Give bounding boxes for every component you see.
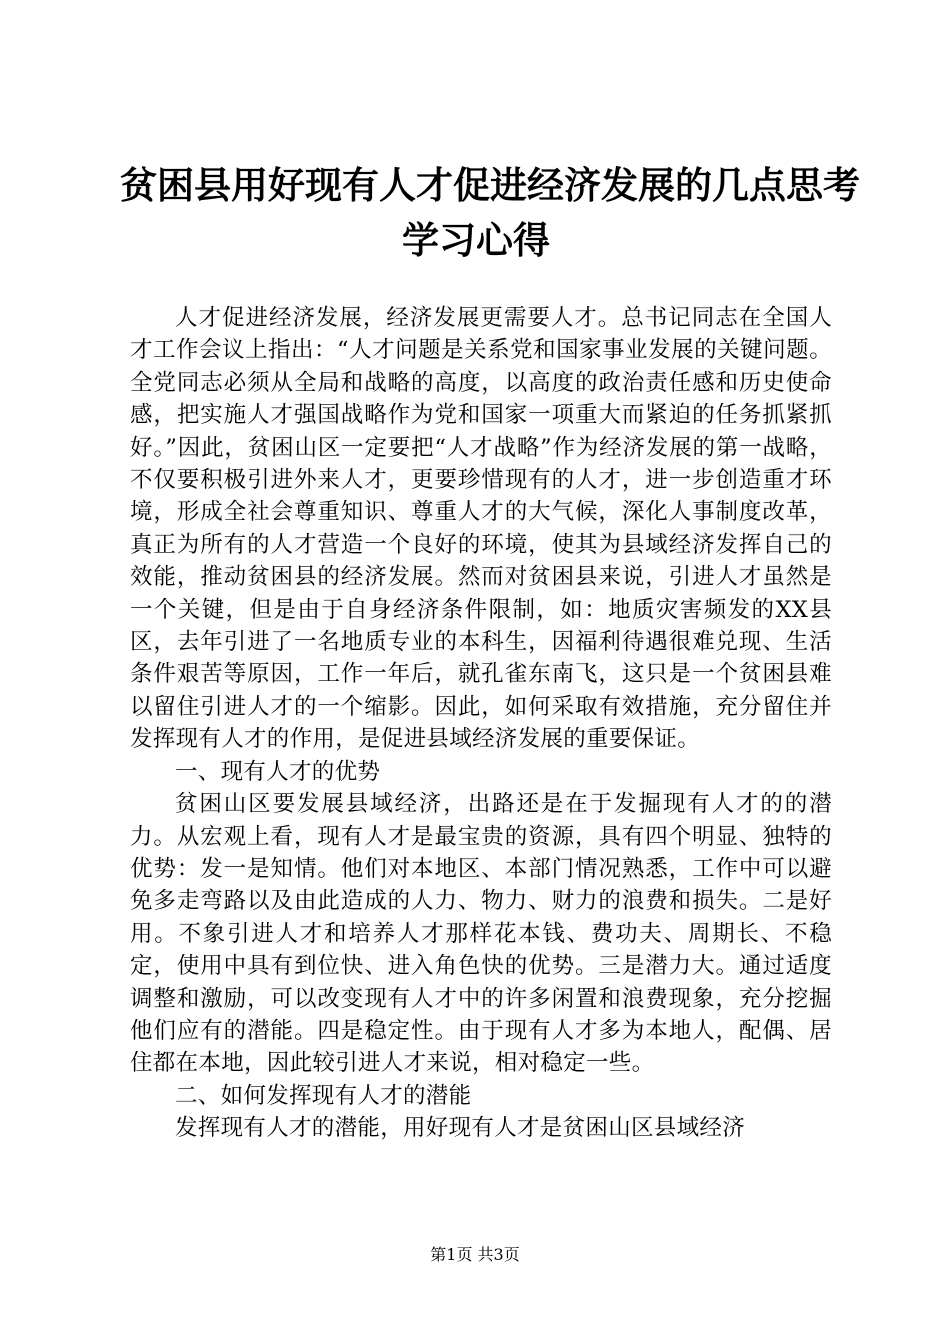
section-heading-1: 一、现有人才的优势 (175, 758, 381, 785)
document-title-line-2: 学习心得 (402, 218, 550, 262)
page-footer: 第1页 共3页 (430, 1245, 520, 1264)
section-heading-2: 二、如何发挥现有人才的潜能 (175, 1082, 472, 1109)
document-title-line-1: 贫困县用好现有人才促进经济发展的几点思考 (120, 163, 860, 207)
paragraph-advantages: 贫困山区要发展县域经济，出路还是在于发掘现有人才的的潜力。从宏观上看，现有人才是最宝贵的资源，具有四个明显、独特的优势：发一是知情。他们对本地区、本部门情况熟悉，工作中可以避免多走弯路以及由此造成的人力、物力、财力的浪费和损失。二是好用。不象引进人才和培养人才那样花本钱、费功夫、周期长、不稳定，使用中具有到位快、进入角色快的优势。三是潜力大。通过适度调整和激励，可以改变现有人才中的许多闲置和浪费现象，充分挖掘他们应有的潜能。四是稳定性。由于现有人才多为本地人，配偶、居住都在本地，因此较引进人才来说，相对稳定一些。 (130, 791, 832, 1077)
document-body (130, 302, 832, 1145)
paragraph-potential: 发挥现有人才的潜能，用好现有人才是贫困山区县域经济 (175, 1115, 746, 1142)
paragraph-intro: 人才促进经济发展，经济发展更需要人才。总书记同志在全国人才工作会议上指出：“人才问题是关系党和国家事业发展的关键问题。全党同志必须从全局和战略的高度，以高度的政治责任感和历史使命感，把实施人才强国战略作为党和国家一项重大而紧迫的任务抓紧抓好。”因此，贫困山区一定要把“人才战略”作为经济发展的第一战略，不仅要积极引进外来人才，更要珍惜现有的人才，进一步创造重才环境，形成全社会尊重知识、尊重人才的大气候，深化人事制度改革，真正为所有的人才营造一个良好的环境，使其为县域经济发挥自己的效能，推动贫困县的经济发展。然而对贫困县来说，引进人才虽然是一个关键，但是由于自身经济条件限制，如：地质灾害频发的XX县区，去年引进了一名地质专业的本科生，因福利待遇很难兑现、生活条件艰苦等原因，工作一年后，就孔雀东南飞，这只是一个贫困县难以留住引进人才的一个缩影。因此，如何采取有效措施，充分留住并发挥现有人才的作用，是促进县域经济发展的重要保证。 (130, 305, 832, 753)
